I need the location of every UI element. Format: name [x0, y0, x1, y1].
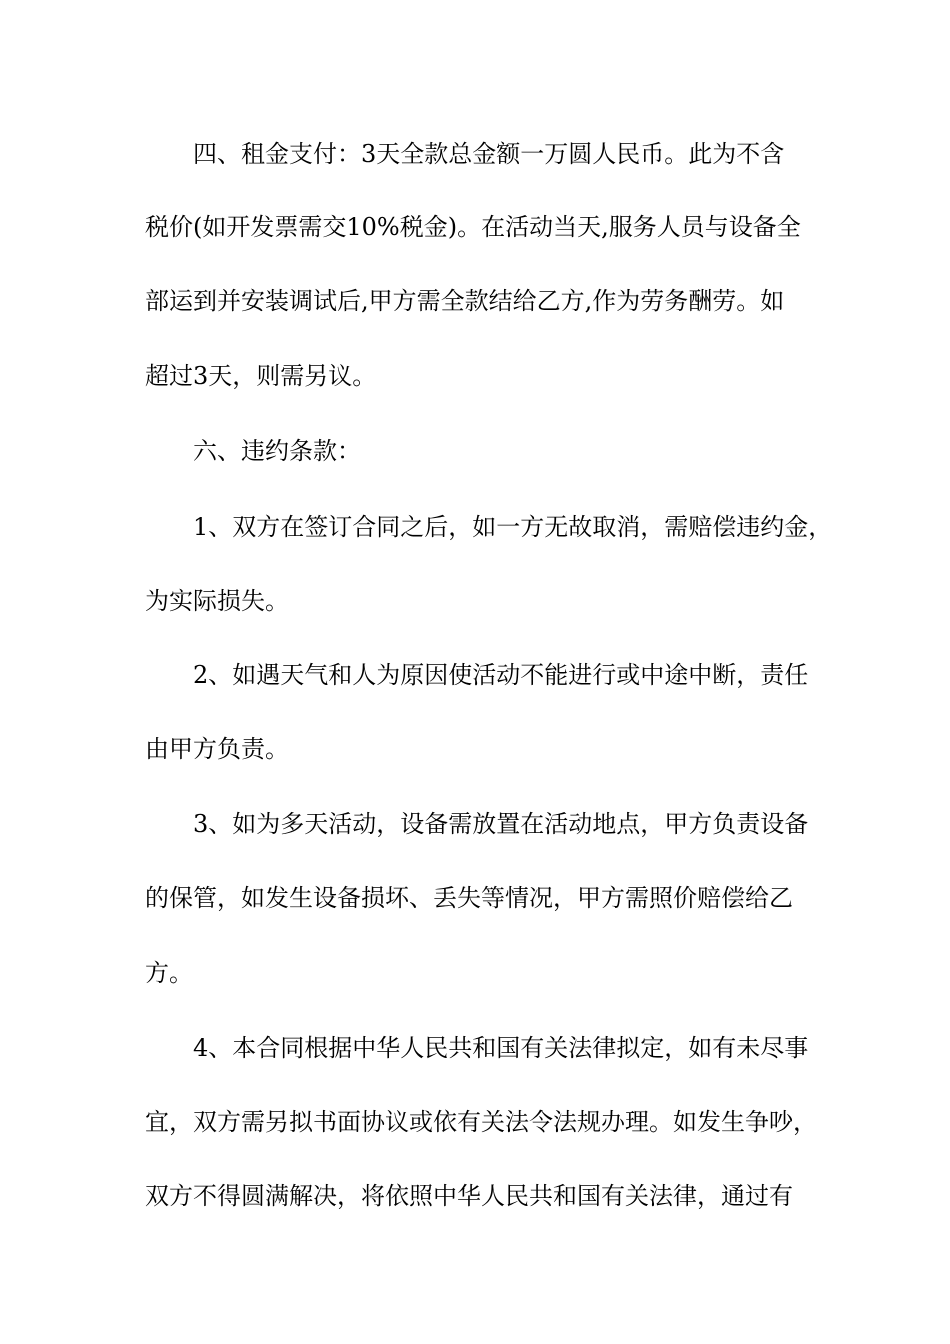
text-line: 2、如遇天气和人为原因使活动不能进行或中途中断，责任: [193, 661, 809, 689]
text-line: 超过3天，则需另议。: [145, 362, 377, 390]
text-line: 的保管，如发生设备损坏、丢失等情况，甲方需照价赔偿给乙: [145, 884, 793, 912]
text-line: 四、租金支付：3天全款总金额一万圆人民币。此为不含: [193, 140, 785, 168]
text-line: 为实际损失。: [145, 587, 289, 615]
text-line: 税价(如开发票需交10%税金)。在活动当天,服务人员与设备全: [145, 213, 801, 241]
text-line: 4、本合同根据中华人民共和国有关法律拟定，如有未尽事: [193, 1034, 809, 1062]
text-line: 部运到并安装调试后,甲方需全款结给乙方,作为劳务酬劳。如: [145, 287, 785, 315]
text-line: 1、双方在签订合同之后，如一方无故取消，需赔偿违约金，: [193, 513, 833, 541]
text-line: 宜，双方需另拟书面协议或依有关法令法规办理。如发生争吵，: [145, 1108, 817, 1136]
section-heading: 六、违约条款：: [193, 437, 361, 465]
text-line: 3、如为多天活动，设备需放置在活动地点，甲方负责设备: [193, 810, 809, 838]
text-line: 由甲方负责。: [145, 735, 289, 763]
text-line: 双方不得圆满解决，将依照中华人民共和国有关法律，通过有: [145, 1182, 793, 1210]
text-line: 方。: [145, 959, 193, 987]
